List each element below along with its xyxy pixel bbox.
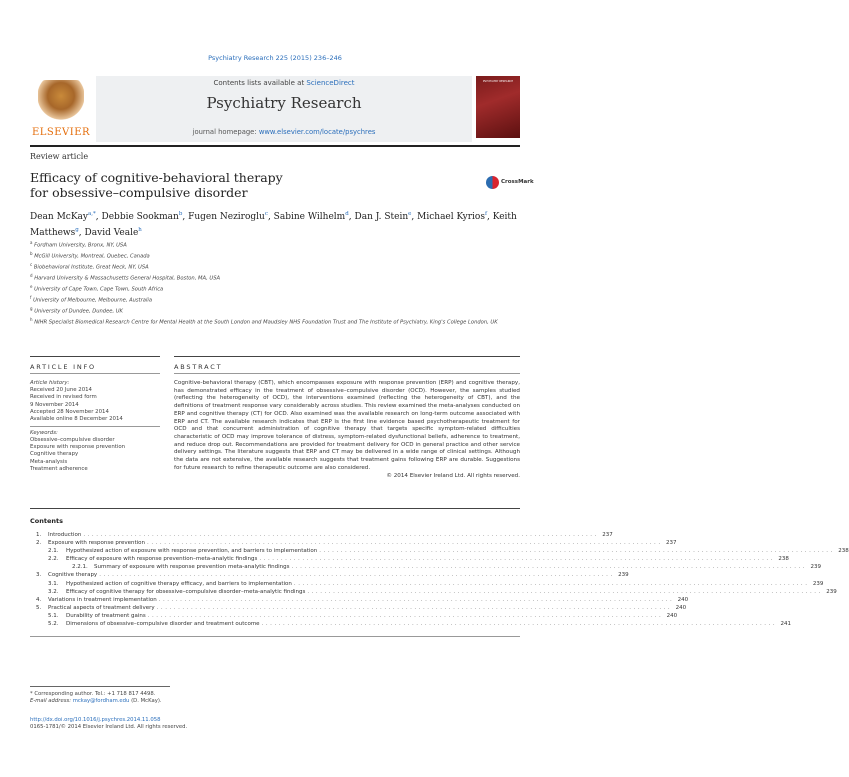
doi-block	[30, 717, 330, 731]
keyword-list	[30, 437, 160, 473]
toc-title[interactable]: Exposure with response prevention	[48, 540, 146, 547]
email-line	[30, 698, 330, 705]
abstract-rule	[174, 356, 520, 357]
affiliation-item	[30, 239, 520, 250]
keyword-item: Obsessive–compulsive disorder	[30, 437, 115, 444]
toc-title[interactable]: Hypothesized action of cognitive therapy efficacy, and barriers to implementation	[66, 580, 292, 587]
author-affiliation-mark[interactable]: d	[345, 211, 349, 217]
elsevier-tree-icon	[38, 80, 84, 120]
toc-leader: . . . . . . . . . . . . . . . . . . . . . . . . . . . . . . . . . . . . . . . . . . . . . . . . . . . . . . . . . . . . . . . . . . . . . . . . . . . . . . . . . . . . . . . . . . . . . . . . . . . . . . . . . . . . . . . . . . . . . . . .	[147, 612, 662, 619]
contents-bottom-rule	[30, 636, 520, 637]
abstract-copyright: © 2014 Elsevier Ireland Ltd. All rights reserved.	[386, 473, 520, 480]
sciencedirect-link[interactable]: ScienceDirect	[306, 79, 355, 87]
homepage-link[interactable]: www.elsevier.com/locate/psychres	[258, 128, 376, 136]
toc-entry[interactable]	[30, 564, 821, 572]
author-name: Dean McKay	[30, 212, 88, 222]
toc-title[interactable]: Durability of treatment gains	[66, 612, 146, 619]
journal-cover-thumbnail	[476, 76, 520, 138]
title-line-2: for obsessive–compulsive disorder	[30, 185, 248, 200]
contents-prefix: Contents lists available at	[213, 79, 307, 87]
article-info-rule	[30, 356, 160, 357]
toc-page-number: 239	[810, 564, 821, 571]
affiliation-text: NIHR Specialist Biomedical Research Centre for Mental Health at the South London and Maudsley NHS Foundation Trust and The Institute of Psychiatry, King's College London, UK	[34, 319, 498, 326]
affiliation-text: McGill University, Montreal, Quebec, Canada	[34, 253, 150, 260]
author-affiliation-mark[interactable]: a,*	[88, 211, 96, 217]
affiliation-mark: e	[30, 283, 33, 289]
toc-leader: . . . . . . . . . . . . . . . . . . . . . . . . . . . . . . . . . . . . . . . . . . . . . . . . . . . . . . . . . . . . . . . . . . . . . . . . . . . . . . . . . . . . . . . . . . . . . . . . . . . . . . . . . . . . . . . . . . . . . . . .	[83, 532, 597, 538]
toc-entry[interactable]	[30, 540, 677, 548]
author-name: Keith Matthews	[30, 212, 517, 238]
toc-title[interactable]: Practical aspects of treatment delivery	[48, 604, 155, 611]
homepage-prefix: journal homepage:	[192, 128, 259, 136]
author-affiliation-mark[interactable]: g	[75, 227, 79, 233]
article-history	[30, 387, 160, 423]
toc-entry[interactable]	[30, 556, 789, 564]
author-name: David Veale	[84, 228, 139, 238]
toc-number: 3.1.	[48, 580, 59, 587]
abstract-underline	[174, 373, 520, 374]
author-list: Dean McKay$^{a,*}$, Debbie Sookman$^b$, Fugen Neziroglu$^c$, Sabine Wilhelm$^d$, Dan J. Stein$^e$, Michael Kyrios$^f$, Keith Matthews$^g$, David Veale$^h$	[30, 211, 517, 238]
history-item: 9 November 2014	[30, 401, 79, 408]
affiliations	[30, 239, 520, 327]
publisher-name: ELSEVIER	[31, 127, 91, 138]
toc-leader: . . . . . . . . . . . . . . . . . . . . . . . . . . . . . . . . . . . . . . . . . . . . . . . . . . . . . . . . . . . . . . . . . . . . . . . . . . . . . . . . . . . . . . . . . . . . . . . . . . . . . . . . . . . . . . . . . . . . . . . .	[291, 564, 805, 571]
author-name: Dan J. Stein	[354, 212, 409, 222]
affiliation-item	[30, 261, 520, 272]
toc-leader: . . . . . . . . . . . . . . . . . . . . . . . . . . . . . . . . . . . . . . . . . . . . . . . . . . . . . . . . . . . . . . . . . . . . . . . . . . . . . . . . . . . . . . . . . . . . . . . . . . . . . . . . . . . . . . . . . . . . . . . .	[156, 604, 671, 611]
article-info-label: ARTICLE INFO	[30, 363, 96, 371]
abstract-label: ABSTRACT	[174, 363, 223, 371]
toc-page-number: 240	[677, 596, 689, 603]
toc-leader: . . . . . . . . . . . . . . . . . . . . . . . . . . . . . . . . . . . . . . . . . . . . . . . . . . . . . . . . . . . . . . . . . . . . . . . . . . . . . . . . . . . . . . . . . . . . . . . . . . . . . . . . . . . . . . . . . . . . . . . .	[147, 540, 661, 547]
crossmark-label: CrossMark	[501, 179, 534, 185]
toc-title[interactable]: Variations in treatment implementation	[48, 596, 157, 603]
history-item: Received in revised form	[30, 394, 97, 401]
toc-title[interactable]: Dimensions of obsessive–compulsive disorder and treatment outcome	[66, 621, 260, 628]
toc-title[interactable]: Summary of exposure with response prevention meta-analytic findings	[94, 564, 290, 571]
toc-page-number: 237	[666, 540, 677, 547]
keyword-item: Exposure with response prevention	[30, 444, 126, 451]
journal-reference[interactable]: Psychiatry Research 225 (2015) 236–246	[208, 54, 342, 62]
affiliation-text: University of Dundee, Dundee, UK	[34, 308, 123, 315]
toc-leader: . . . . . . . . . . . . . . . . . . . . . . . . . . . . . . . . . . . . . . . . . . . . . . . . . . . . . . . . . . . . . . . . . . . . . . . . . . . . . . . . . . . . . . . . . . . . . . . . . . . . . . . . . . . . . . . . . . . . . . . .	[261, 621, 776, 628]
toc-title[interactable]: Efficacy of exposure with response prevention–meta-analytic findings	[66, 556, 258, 563]
footnote-rule	[30, 686, 170, 687]
affiliation-text: University of Cape Town, Cape Town, South Africa	[34, 286, 164, 293]
author-affiliation-mark[interactable]: h	[138, 227, 142, 233]
toc-number: 5.1.	[48, 612, 59, 619]
author-name: Michael Kyrios	[417, 212, 485, 222]
affiliation-mark: h	[30, 316, 33, 322]
abstract	[174, 380, 520, 481]
toc-leader: . . . . . . . . . . . . . . . . . . . . . . . . . . . . . . . . . . . . . . . . . . . . . . . . . . . . . . . . . . . . . . . . . . . . . . . . . . . . . . . . . . . . . . . . . . . . . . . . . . . . . . . . . . . . . . . . . . . . . . . .	[293, 580, 808, 587]
toc-page-number: 239	[618, 572, 629, 579]
affiliation-text: Biobehavioral Institute, Great Neck, NY, USA	[33, 264, 149, 271]
toc-page-number: 239	[826, 588, 837, 595]
author-affiliation-mark[interactable]: e	[408, 211, 412, 217]
contents-top-rule	[30, 508, 520, 509]
toc-entry[interactable]	[30, 532, 613, 540]
toc-leader: . . . . . . . . . . . . . . . . . . . . . . . . . . . . . . . . . . . . . . . . . . . . . . . . . . . . . . . . . . . . . . . . . . . . . . . . . . . . . . . . . . . . . . . . . . . . . . . . . . . . . . . . . . . . . . . . . . . . . . . .	[99, 572, 613, 579]
affiliation-mark: f	[30, 294, 32, 300]
journal-masthead	[30, 76, 520, 142]
article-info	[30, 380, 160, 473]
toc-number: 5.	[36, 604, 42, 611]
email-link[interactable]: mckay@fordham.edu	[72, 698, 130, 705]
toc-entry[interactable]	[30, 596, 689, 605]
info-separator	[30, 426, 160, 427]
toc-leader: . . . . . . . . . . . . . . . . . . . . . . . . . . . . . . . . . . . . . . . . . . . . . . . . . . . . . . . . . . . . . . . . . . . . . . . . . . . . . . . . . . . . . . . . . . . . . . . . . . . . . . . . . . . . . . . . . . . . . . . .	[158, 596, 673, 603]
affiliation-mark: a	[30, 240, 33, 245]
affiliation-item	[30, 283, 520, 294]
toc-entry[interactable]	[30, 621, 792, 629]
toc-number: 2.2.1.	[72, 564, 88, 571]
crossmark-badge[interactable]	[486, 176, 534, 190]
toc-number: 3.2.	[48, 588, 59, 595]
corresponding-author: * Corresponding author. Tel.: +1 718 817 4498.	[30, 691, 156, 697]
toc-title[interactable]: Hypothesized action of exposure with response prevention, and barriers to implementation	[66, 548, 318, 555]
keyword-item: Treatment adherence	[30, 465, 88, 472]
email-label: E-mail address:	[30, 698, 73, 705]
history-item: Available online 8 December 2014	[30, 416, 123, 423]
author-name: Debbie Sookman	[101, 212, 179, 222]
history-label: Article history:	[30, 380, 70, 386]
table-of-contents	[30, 532, 849, 629]
affiliation-item	[30, 294, 520, 305]
toc-page-number: 240	[666, 612, 678, 619]
author-name: Sabine Wilhelm	[273, 212, 346, 222]
toc-number: 5.2.	[48, 621, 59, 628]
author-name: Fugen Neziroglu	[188, 212, 265, 222]
toc-page-number: 238	[838, 548, 849, 555]
toc-entry[interactable]	[30, 548, 849, 556]
contents-available	[96, 79, 472, 87]
issn-line: 0165-1781/© 2014 Elsevier Ireland Ltd. All rights reserved.	[30, 724, 188, 731]
author-affiliation-mark[interactable]: c	[264, 211, 268, 217]
affiliation-mark: g	[30, 305, 33, 311]
affiliation-text: University of Melbourne, Melbourne, Australia	[33, 297, 153, 304]
email-suffix: (D. McKay).	[129, 698, 162, 705]
toc-leader: . . . . . . . . . . . . . . . . . . . . . . . . . . . . . . . . . . . . . . . . . . . . . . . . . . . . . . . . . . . . . . . . . . . . . . . . . . . . . . . . . . . . . . . . . . . . . . . . . . . . . . . . . . . . . . . . . . . . . . . .	[259, 556, 773, 563]
author-affiliation-mark[interactable]: f	[484, 211, 487, 217]
affiliation-item	[30, 272, 520, 283]
toc-title[interactable]: Efficacy of cognitive therapy for obsessive–compulsive disorder–meta-analytic findings	[66, 588, 306, 595]
journal-name: Psychiatry Research	[206, 94, 362, 112]
affiliation-text: Fordham University, Bronx, NY, USA	[34, 242, 127, 249]
affiliation-mark: c	[30, 261, 33, 267]
article-title	[30, 170, 410, 200]
elsevier-logo	[30, 76, 92, 142]
toc-number: 2.2.	[48, 556, 59, 563]
toc-number: 1.	[36, 532, 42, 538]
crossmark-icon	[486, 176, 499, 189]
toc-number: 2.1.	[48, 548, 59, 555]
toc-page-number: 241	[780, 621, 792, 628]
toc-page-number: 237	[602, 532, 613, 538]
affiliation-item	[30, 305, 520, 316]
toc-leader: . . . . . . . . . . . . . . . . . . . . . . . . . . . . . . . . . . . . . . . . . . . . . . . . . . . . . . . . . . . . . . . . . . . . . . . . . . . . . . . . . . . . . . . . . . . . . . . . . . . . . . . . . . . . . . . . . . . . . . . .	[319, 548, 833, 555]
affiliation-item	[30, 316, 520, 327]
toc-title[interactable]: Cognitive therapy	[48, 572, 98, 579]
toc-title[interactable]: Introduction	[48, 532, 82, 538]
keyword-item: Cognitive therapy	[30, 451, 79, 458]
toc-entry[interactable]	[30, 572, 629, 580]
title-line-1: Efficacy of cognitive-behavioral therapy	[30, 170, 283, 185]
keywords-label: Keywords:	[30, 429, 58, 436]
journal-homepage	[96, 128, 472, 136]
affiliation-mark: d	[30, 272, 33, 278]
article-type: Review article	[30, 152, 89, 161]
history-item: Accepted 28 November 2014	[30, 408, 109, 415]
toc-number: 3.	[36, 572, 42, 579]
toc-entry[interactable]	[30, 588, 837, 597]
author-affiliation-mark[interactable]: b	[178, 211, 183, 217]
toc-number: 2.	[36, 540, 42, 547]
contents-heading: Contents	[30, 517, 63, 525]
toc-number: 4.	[36, 596, 42, 603]
toc-page-number: 238	[778, 556, 789, 563]
affiliation-mark: b	[30, 250, 33, 256]
abstract-body: Cognitive-behavioral therapy (CBT), which encompasses exposure with response prevention (ERP) and cognitive therapy, has demonstrated efficacy in the treatment of obsessive–compulsive disorder (OCD). However, the samples studied (reflecting the heterogeneity of OCD), the interventions examined (reflecting the heterogeneity of CBT), and the definitions of treatment response vary considerably across studies. This review examined the meta-analyses conducted on ERP and cognitive therapy (CT) for OCD. Also examined was the available research on long-term outcome associated with ERP and CT. The available research indicates that ERP is the first line evidence based psychotherapeutic treatment for OCD and that concurrent administration of cognitive therapy that targets specific symptom-related difficulties characteristic of OCD may improve tolerance of distress, symptom-related dysfunctional beliefs, adherence to treatment, and reduce drop out. Recommendations are provided for treatment delivery for OCD in general practice and other service delivery settings. The literature suggests that ERP and CT may be delivered in a wide range of clinical settings. Although the data are not extensive, the available research suggests that treatment gains following ERP are durable. Suggestions for future research to refine therapeutic outcome are also considered.	[174, 380, 520, 471]
article-info-underline	[30, 373, 160, 374]
toc-page-number: 240	[675, 604, 687, 611]
toc-entry[interactable]	[30, 580, 824, 589]
header-rule	[30, 145, 520, 147]
keyword-item: Meta-analysis	[30, 458, 68, 465]
toc-entry[interactable]	[30, 604, 687, 613]
history-item: Received 20 June 2014	[30, 387, 92, 394]
toc-page-number: 239	[812, 580, 824, 587]
toc-entry[interactable]	[30, 612, 678, 621]
doi-link[interactable]: http://dx.doi.org/10.1016/j.psychres.2014.11.058	[30, 717, 161, 723]
affiliation-text: Harvard University & Massachusetts General Hospital, Boston, MA, USA	[34, 275, 221, 282]
affiliation-item	[30, 250, 520, 261]
masthead-center	[96, 76, 472, 142]
toc-leader: . . . . . . . . . . . . . . . . . . . . . . . . . . . . . . . . . . . . . . . . . . . . . . . . . . . . . . . . . . . . . . . . . . . . . . . . . . . . . . . . . . . . . . . . . . . . . . . . . . . . . . . . . . . . . . . . . . . . . . . .	[307, 588, 821, 595]
corresponding-footnote	[30, 691, 330, 705]
cover-title: PSYCHIATRY RESEARCH	[482, 80, 514, 83]
